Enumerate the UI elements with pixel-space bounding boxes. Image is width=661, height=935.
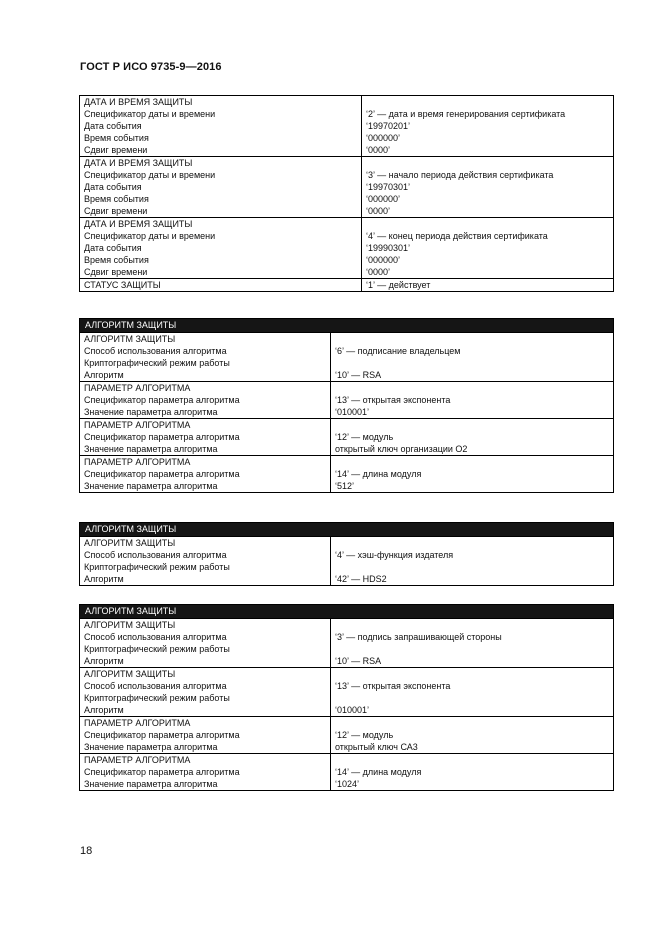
field-values-cell [331, 419, 613, 455]
field-value [335, 717, 609, 729]
field-name: ПАРАМЕТР АЛГОРИТМА [84, 420, 191, 430]
field-name: Способ использования алгоритма [84, 346, 227, 356]
field-name: Значение параметра алгоритма [84, 779, 218, 789]
field-names-cell [80, 96, 362, 156]
field-values-cell [331, 456, 613, 492]
field-name: Алгоритм [84, 705, 124, 715]
table-row [80, 418, 613, 455]
field-values-cell [362, 157, 613, 217]
field-name: Дата события [84, 243, 142, 253]
field-value: ‘19970201’ [366, 121, 411, 131]
field-value: ‘0000’ [366, 206, 391, 216]
table-row [80, 536, 613, 585]
field-value: ‘12’ — модуль [335, 730, 394, 740]
field-name: Алгоритм [84, 574, 124, 584]
field-value: ‘010001’ [335, 407, 370, 417]
field-value: ‘3’ — начало периода действия сертификата [366, 170, 554, 180]
field-name: АЛГОРИТМ ЗАЩИТЫ [84, 669, 176, 679]
field-names-cell [80, 157, 362, 217]
field-value: ‘13’ — открытая экспонента [335, 681, 451, 691]
field-value: ‘12’ — модуль [335, 432, 394, 442]
field-name: Спецификатор даты и времени [84, 170, 216, 180]
field-value [335, 357, 609, 369]
table-row [80, 618, 613, 667]
field-name: Спецификатор параметра алгоритма [84, 730, 240, 740]
field-name: ПАРАМЕТР АЛГОРИТМА [84, 755, 191, 765]
field-names-cell [80, 218, 362, 278]
field-names-cell [80, 279, 362, 291]
field-value: ‘14’ — длина модуля [335, 767, 422, 777]
field-names-cell [80, 333, 331, 381]
field-value [335, 333, 609, 345]
table-row [80, 667, 613, 716]
field-value: ‘19990301’ [366, 243, 411, 253]
field-value [335, 382, 609, 394]
field-value [335, 419, 609, 431]
field-value: ‘13’ — открытая экспонента [335, 395, 451, 405]
field-value: открытый ключ СА3 [335, 742, 418, 752]
field-value: открытый ключ организации О2 [335, 444, 468, 454]
field-name: Значение параметра алгоритма [84, 407, 218, 417]
field-name: Сдвиг времени [84, 145, 148, 155]
field-value [366, 218, 609, 230]
datetime-table [79, 95, 614, 292]
table-row [80, 455, 613, 492]
table-title: АЛГОРИТМ ЗАЩИТЫ [80, 605, 613, 618]
field-name: Дата события [84, 121, 142, 131]
field-value: ‘0000’ [366, 145, 391, 155]
algorithm-table-3 [79, 604, 614, 791]
field-name: Спецификатор параметра алгоритма [84, 469, 240, 479]
field-values-cell [362, 279, 613, 291]
field-values-cell [331, 537, 613, 585]
field-value [335, 456, 609, 468]
table-row [80, 217, 613, 278]
field-name: Время события [84, 255, 149, 265]
field-value: ‘1’ — действует [366, 280, 431, 290]
field-name: АЛГОРИТМ ЗАЩИТЫ [84, 538, 176, 548]
algorithm-table-1 [79, 318, 614, 493]
field-value: ‘14’ — длина модуля [335, 469, 422, 479]
field-name: ДАТА И ВРЕМЯ ЗАЩИТЫ [84, 158, 193, 168]
field-name: Криптографический режим работы [84, 562, 230, 572]
field-values-cell [331, 382, 613, 418]
field-value: ‘10’ — RSA [335, 656, 382, 666]
field-value: ‘6’ — подписание владельцем [335, 346, 461, 356]
field-name: Алгоритм [84, 656, 124, 666]
field-name: Значение параметра алгоритма [84, 481, 218, 491]
field-name: ПАРАМЕТР АЛГОРИТМА [84, 457, 191, 467]
field-value [335, 561, 609, 573]
table-row [80, 332, 613, 381]
field-name: Криптографический режим работы [84, 693, 230, 703]
table-row [80, 381, 613, 418]
field-name: Спецификатор даты и времени [84, 109, 216, 119]
field-value [366, 96, 609, 108]
field-name: СТАТУС ЗАЩИТЫ [84, 280, 161, 290]
page-number: 18 [80, 845, 93, 857]
field-value: ‘000000’ [366, 255, 401, 265]
table-row [80, 753, 613, 790]
field-name: Способ использования алгоритма [84, 632, 227, 642]
field-values-cell [331, 333, 613, 381]
table-row [80, 96, 613, 156]
field-names-cell [80, 382, 331, 418]
field-value: ‘10’ — RSA [335, 370, 382, 380]
algorithm-table-2 [79, 522, 614, 586]
table-title: АЛГОРИТМ ЗАЩИТЫ [80, 319, 613, 332]
field-value: ‘19970301’ [366, 182, 411, 192]
field-values-cell [362, 218, 613, 278]
field-value [335, 643, 609, 655]
field-name: Время события [84, 194, 149, 204]
field-value: ‘4’ — конец периода действия сертификата [366, 231, 548, 241]
field-values-cell [362, 96, 613, 156]
table-row [80, 156, 613, 217]
field-value [335, 537, 609, 549]
field-names-cell [80, 419, 331, 455]
table-row [80, 278, 613, 291]
field-name: Значение параметра алгоритма [84, 742, 218, 752]
field-value: ‘512’ [335, 481, 355, 491]
field-value: ‘1024’ [335, 779, 360, 789]
field-name: Спецификатор параметра алгоритма [84, 432, 240, 442]
field-name: Способ использования алгоритма [84, 550, 227, 560]
field-values-cell [331, 668, 613, 716]
field-value [335, 754, 609, 766]
field-names-cell [80, 619, 331, 667]
field-name: Способ использования алгоритма [84, 681, 227, 691]
field-name: ДАТА И ВРЕМЯ ЗАЩИТЫ [84, 97, 193, 107]
field-value [335, 668, 609, 680]
field-value: ‘42’ — HDS2 [335, 574, 387, 584]
field-name: Спецификатор даты и времени [84, 231, 216, 241]
field-value: ‘000000’ [366, 194, 401, 204]
field-value: ‘3’ — подпись запрашивающей стороны [335, 632, 502, 642]
field-value: ‘010001’ [335, 705, 370, 715]
field-name: ДАТА И ВРЕМЯ ЗАЩИТЫ [84, 219, 193, 229]
field-name: Криптографический режим работы [84, 358, 230, 368]
field-values-cell [331, 754, 613, 790]
field-value [335, 619, 609, 631]
field-names-cell [80, 717, 331, 753]
field-name: ПАРАМЕТР АЛГОРИТМА [84, 718, 191, 728]
field-value: ‘2’ — дата и время генерирования сертификата [366, 109, 566, 119]
field-name: Значение параметра алгоритма [84, 444, 218, 454]
field-name: ПАРАМЕТР АЛГОРИТМА [84, 383, 191, 393]
field-names-cell [80, 668, 331, 716]
field-name: Сдвиг времени [84, 267, 148, 277]
field-values-cell [331, 619, 613, 667]
document-header: ГОСТ Р ИСО 9735-9—2016 [80, 61, 222, 73]
field-name: АЛГОРИТМ ЗАЩИТЫ [84, 620, 176, 630]
field-value [366, 157, 609, 169]
field-names-cell [80, 754, 331, 790]
field-value [335, 692, 609, 704]
table-title: АЛГОРИТМ ЗАЩИТЫ [80, 523, 613, 536]
field-values-cell [331, 717, 613, 753]
field-value: ‘4’ — хэш-функция издателя [335, 550, 454, 560]
field-names-cell [80, 537, 331, 585]
field-names-cell [80, 456, 331, 492]
table-row [80, 716, 613, 753]
field-name: Сдвиг времени [84, 206, 148, 216]
field-name: Спецификатор параметра алгоритма [84, 395, 240, 405]
field-name: Время события [84, 133, 149, 143]
field-name: Алгоритм [84, 370, 124, 380]
field-name: Дата события [84, 182, 142, 192]
field-value: ‘000000’ [366, 133, 401, 143]
field-value: ‘0000’ [366, 267, 391, 277]
field-name: Криптографический режим работы [84, 644, 230, 654]
field-name: АЛГОРИТМ ЗАЩИТЫ [84, 334, 176, 344]
field-name: Спецификатор параметра алгоритма [84, 767, 240, 777]
